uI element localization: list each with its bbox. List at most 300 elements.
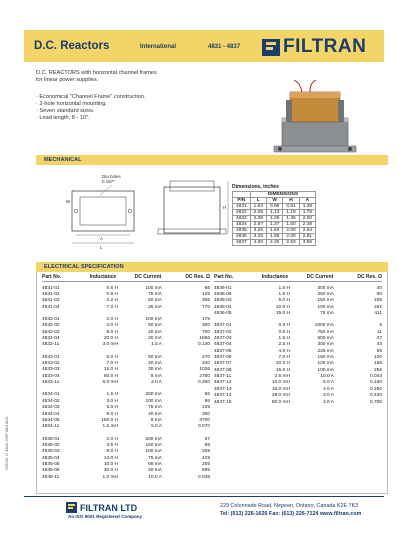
spec-row (214, 323, 382, 329)
spec-cell: 1000 mA (314, 323, 334, 329)
spec-row (42, 373, 210, 379)
dim-cell: 1.75 (299, 210, 315, 216)
spec-cell: 125 mA (317, 361, 334, 367)
spec-cell: 125 (201, 292, 210, 298)
spec-cell: 4837-01 (214, 323, 232, 329)
spec-cell: 1.5 H (106, 392, 118, 398)
spec-cell: 60 (376, 292, 382, 298)
spec-cell: 27 (376, 336, 382, 342)
dim-row (233, 210, 316, 216)
feature-item: · Lead length, 8 - 10". (36, 115, 90, 121)
spec-cell: 100 mA (317, 304, 334, 310)
spec-cell: 7.0 H (278, 355, 290, 361)
dim-col-header: A (299, 198, 315, 204)
spec-cell: 135 (201, 405, 210, 411)
spec-cell: 4836-01 (214, 285, 232, 291)
dim-col-header: W (267, 198, 283, 204)
dim-cell: 2.25 (267, 240, 283, 246)
spec-cell: 43 (376, 342, 382, 348)
spec-cell: 10.0 mH (271, 380, 290, 386)
dim-cell: 2.06 (250, 210, 266, 216)
spec-cell: 4837-04 (214, 342, 232, 348)
spec-cell: 75 mA (148, 455, 162, 461)
dim-cell: 2.00 (283, 234, 299, 240)
spec-cell: 15.0 H (275, 367, 290, 373)
dim-cell: 0.99 (267, 204, 283, 210)
spec-table-right (214, 272, 382, 405)
spec-cell: 4833-03 (42, 367, 60, 373)
spec-cell: 1.0 H (278, 285, 290, 291)
spec-cell: 2.0 H (106, 436, 118, 442)
label-a: A (100, 236, 104, 241)
spec-cell: 100 mA (145, 449, 162, 455)
spec-cell: 411 (374, 311, 382, 317)
mechanical-title: MECHANICAL (44, 157, 82, 163)
footer-logo (66, 502, 137, 513)
spec-cell: 4835-03 (42, 449, 60, 455)
spec-cell: 225 mA (317, 348, 334, 354)
spec-cell: 98 (204, 442, 210, 448)
spec-cell: 205 (201, 461, 210, 467)
footer-company: FILTRAN LTD (80, 502, 138, 513)
spec-cell: 4835-11 (42, 474, 60, 480)
spec-cell: 4837-07 (214, 361, 232, 367)
dim-cell: 4833 (233, 216, 251, 222)
spec-cell: 100 (373, 355, 382, 361)
spec-cell: 270 (201, 354, 210, 360)
footer-address: 229 Colonnade Road, Nepean, Ontario, Canada K2E 7K3 (220, 503, 359, 509)
header-subtitle: International (140, 44, 177, 50)
spec-cell: 3.0 H (106, 398, 118, 404)
spec-cell: 500 mA (317, 336, 334, 342)
spec-row (42, 342, 210, 348)
spec-row (214, 373, 382, 379)
spec-row (214, 354, 382, 360)
spec-cell: 595 (201, 468, 210, 474)
spec-row (42, 398, 210, 404)
spec-cell: 8 mA (150, 417, 162, 423)
spec-cell: 155 (373, 361, 382, 367)
dim-cell: 4.00 (250, 240, 266, 246)
feature-item: · Seven standard sizes. (36, 108, 95, 114)
footer-iso: An ISO 9001 Registered Company (68, 514, 143, 519)
spec-cell: 40 mA (148, 361, 162, 367)
spec-cell: 3.0 A (323, 393, 334, 399)
spec-cell: 56 (204, 392, 210, 398)
spec-cell: 20.0 H (103, 336, 118, 342)
spec-cell: 0.6 H (278, 329, 290, 335)
dim-col-header: H (283, 198, 299, 204)
spec-cell: 0.6 H (106, 285, 118, 291)
spec-cell: 200 mA (145, 436, 162, 442)
dim-cell: 3.56 (299, 240, 315, 246)
spec-cell: 4835-05 (42, 461, 60, 467)
spec-cell: 10.0 H (103, 461, 118, 467)
spec-cell: 4.0 H (278, 348, 290, 354)
dim-row (233, 240, 316, 246)
spec-cell: 9.0 H (106, 329, 118, 335)
spec-row (214, 348, 382, 354)
intro-line-2: for linear power supplies. (36, 77, 99, 83)
col-part-no: Part No. (214, 273, 234, 280)
spec-cell: 4835-01 (42, 436, 60, 442)
spec-row (42, 392, 210, 398)
spec-cell: 30 mA (148, 367, 162, 373)
spec-cell: 150 mA (317, 355, 334, 361)
spec-cell: 4832-03 (42, 329, 60, 335)
spec-cell: 2.0 A (323, 399, 334, 405)
spec-cell: 5.0 H (106, 405, 118, 411)
spec-cell: 2.5 mH (274, 374, 290, 380)
dim-cell: 1.13 (267, 210, 283, 216)
spec-cell: 40 mA (148, 329, 162, 335)
spec-cell: 8 mA (150, 373, 162, 379)
dim-cell: 2.81 (299, 234, 315, 240)
spec-cell: 4833-04 (42, 373, 60, 379)
spec-cell: 6.0 mH (102, 380, 118, 386)
dim-row (233, 234, 316, 240)
spec-cell: 40 (376, 285, 382, 291)
brand-name: FILTRAN (283, 36, 367, 57)
spec-row (42, 304, 210, 310)
spec-cell: 4837-02 (214, 329, 232, 335)
dim-cell: 2.00 (299, 216, 315, 222)
col-dc-current: DC Current (134, 273, 162, 280)
spec-cell: 4.0 H (106, 323, 118, 329)
spec-cell: 0.160 (369, 380, 382, 386)
spec-row (42, 468, 210, 474)
reactor-product-image (270, 80, 360, 158)
spec-header-row (214, 272, 382, 282)
spec-cell: 15.0 mH (271, 386, 290, 392)
spec-cell: 40 mA (148, 411, 162, 417)
label-l: L (100, 245, 103, 250)
dim-cell: 1.50 (283, 222, 299, 228)
spec-cell: 75 mA (148, 405, 162, 411)
col-dc-current: DC Current (306, 273, 334, 280)
dia-holes-label: Dia holes (102, 174, 121, 179)
footer-rule (24, 496, 384, 497)
filtran-logo-icon (262, 39, 280, 56)
dim-cell: 1.25 (267, 216, 283, 222)
spec-cell: 4836-03 (214, 298, 232, 304)
spec-cell: 150 mA (145, 442, 162, 448)
spec-cell: 770 (201, 304, 210, 310)
spec-cell: 1.5 H (278, 336, 290, 342)
page-title: D.C. Reactors (34, 40, 110, 52)
electrical-title: ELECTRICAL SPECIFICATION (44, 264, 124, 270)
spec-row (42, 329, 210, 335)
spec-cell: 0.700 (369, 399, 382, 405)
dim-cell: 1.37 (267, 222, 283, 228)
spec-row (42, 411, 210, 417)
spec-cell: 86 (204, 285, 210, 291)
spec-row (214, 393, 382, 399)
dia-holes-value: 0.187" (102, 179, 115, 184)
spec-row (42, 417, 210, 423)
spec-cell: 259 (201, 449, 210, 455)
spec-cell: 150 mA (317, 298, 334, 304)
spec-cell: 0.038 (197, 474, 210, 480)
spec-cell: 7.0 H (106, 304, 118, 310)
spec-cell: 100 mA (145, 317, 162, 323)
spec-cell: 2.2 H (106, 298, 118, 304)
spec-cell: 5.0 H (278, 298, 290, 304)
spec-cell: 5.0 A (323, 380, 334, 386)
spec-cell: 4833-02 (42, 361, 60, 367)
spec-cell: 4837-13 (214, 386, 232, 392)
spec-cell: 7.0 H (106, 361, 118, 367)
mechanical-drawing (60, 173, 230, 253)
spec-cell: 15.0 H (103, 367, 118, 373)
spec-cell: 30.0 H (103, 468, 118, 474)
dim-cell: 1.88 (267, 234, 283, 240)
spec-row (214, 367, 382, 373)
spec-cell: 1.5 mH (102, 424, 118, 430)
intro-line-1: D.C. REACTORS with horizontal channel frames (36, 70, 157, 76)
spec-row (214, 342, 382, 348)
dim-cell: 1.19 (283, 210, 299, 216)
dim-col-header: L (250, 198, 266, 204)
dim-cell: 2.38 (299, 222, 315, 228)
dim-row (233, 204, 316, 210)
spec-cell: 0.430 (369, 393, 382, 399)
label-h: H (223, 205, 227, 210)
spec-row (42, 335, 210, 341)
spec-row (42, 360, 210, 366)
part-range: 4831 - 4837 (208, 44, 241, 50)
dim-cell: 4835 (233, 228, 251, 234)
spec-cell: 4837-12 (214, 380, 232, 386)
dim-cell: 1.63 (267, 228, 283, 234)
spec-cell: 4831-02 (42, 292, 60, 298)
dim-col-header: P/N (233, 198, 251, 204)
spec-cell: 4831-01 (42, 285, 60, 291)
spec-row (214, 380, 382, 386)
spec-cell: 57 (204, 436, 210, 442)
spec-cell: 0.300 (197, 380, 210, 386)
spec-row (42, 455, 210, 461)
spec-cell: 429 (201, 455, 210, 461)
spec-cell: 60.0 H (103, 373, 118, 379)
dimensions-title: Dimensions, inches (232, 184, 279, 190)
spec-cell: 105 (373, 298, 382, 304)
spec-cell: 4837-03 (214, 336, 232, 342)
spec-cell: 0.140 (197, 342, 210, 348)
feature-item: · Economical "Channel Frame" construction. (36, 94, 146, 100)
issue-note: ISSUE: C 4831-CHP 08/10/12 (4, 416, 9, 470)
spec-cell: 4837-11 (214, 374, 232, 380)
spec-row (214, 335, 382, 341)
spec-header-row (42, 272, 210, 282)
spec-cell: 4834-01 (42, 392, 60, 398)
dimensions-table (232, 191, 316, 246)
feature-item: · 2-hole horizontal mounting. (36, 101, 107, 107)
dim-row (233, 222, 316, 228)
spec-cell: 4834-05 (42, 417, 60, 423)
col-dc-res: DC Res. Ω (357, 273, 382, 280)
spec-cell: 300 mA (317, 342, 334, 348)
dim-cell: 1.63 (250, 204, 266, 210)
spec-cell: 86 (204, 398, 210, 404)
spec-cell: 1.0 mH (102, 474, 118, 480)
dim-cell: 4832 (233, 210, 251, 216)
spec-cell: 2.0 H (106, 317, 118, 323)
spec-row (42, 354, 210, 360)
spec-cell: 4837-06 (214, 355, 232, 361)
spec-cell: 50 mA (148, 323, 162, 329)
spec-cell: 4834-03 (42, 405, 60, 411)
intro-text (36, 70, 236, 84)
spec-cell: 20 mA (148, 336, 162, 342)
dim-cell: 1.38 (299, 204, 315, 210)
filtran-logo-icon (66, 502, 77, 513)
spec-cell: 60.0 mH (271, 399, 290, 405)
feature-list (36, 94, 146, 122)
spec-cell: 10.0 H (275, 361, 290, 367)
spec-row (42, 449, 210, 455)
spec-cell: 100 mA (145, 398, 162, 404)
spec-cell: 300 (201, 323, 210, 329)
spec-cell: 1026 (199, 367, 210, 373)
spec-row (214, 304, 382, 310)
spec-cell: 4834-11 (42, 424, 60, 430)
dim-cell: 1.36 (283, 216, 299, 222)
mechanical-band (36, 155, 388, 165)
spec-cell: 175 (201, 317, 210, 323)
spec-cell: 50 mA (148, 354, 162, 360)
spec-cell: 4834-04 (42, 411, 60, 417)
spec-row (42, 323, 210, 329)
spec-cell: 0.250 (369, 386, 382, 392)
footer-contact: Tel: (613) 226-1626 Fax: (613) 226-7124 www.filtran.com (220, 511, 362, 517)
spec-cell: 4832-02 (42, 323, 60, 329)
spec-cell: 4833-11 (42, 380, 60, 386)
spec-cell: 5.0 H (106, 354, 118, 360)
spec-cell: 9.0 H (106, 411, 118, 417)
dim-cell: 2.38 (250, 216, 266, 222)
spec-cell: 300 mA (317, 285, 334, 291)
spec-row (42, 316, 210, 322)
dim-cell: 2.67 (250, 222, 266, 228)
spec-row (214, 386, 382, 392)
spec-cell: 2750 (199, 373, 210, 379)
spec-cell: 25 mA (148, 304, 162, 310)
dim-cell: 4831 (233, 204, 251, 210)
spec-cell: 4837-08 (214, 367, 232, 373)
spec-cell: 262 (373, 304, 382, 310)
spec-cell: 4832-01 (42, 317, 60, 323)
spec-cell: 2.0 A (151, 380, 162, 386)
spec-cell: 4.0 A (323, 386, 334, 392)
dim-row (233, 216, 316, 222)
spec-cell: 300 (201, 411, 210, 417)
spec-cell: 11 (377, 329, 382, 335)
spec-cell: 250 mA (317, 292, 334, 298)
spec-row (42, 442, 210, 448)
label-w: W (66, 199, 71, 204)
col-inductance: Inductance (89, 273, 117, 280)
col-part-no: Part No. (42, 273, 62, 280)
spec-row (42, 424, 210, 430)
spec-row (42, 291, 210, 297)
spec-cell: 1.5 A (151, 342, 162, 348)
spec-cell: 50 mA (148, 298, 162, 304)
spec-cell: 4835-04 (42, 455, 60, 461)
spec-cell: 4837-15 (214, 399, 232, 405)
spec-row (42, 367, 210, 373)
dim-row (233, 228, 316, 234)
spec-cell: 3.0 mH (102, 342, 118, 348)
spec-cell: 65 (376, 348, 382, 354)
spec-cell: 10.0 H (275, 304, 290, 310)
spec-cell: 4832-04 (42, 336, 60, 342)
dim-cell: 3.25 (250, 228, 266, 234)
spec-row (214, 298, 382, 304)
spec-row (214, 291, 382, 297)
spec-cell: 8.0 H (106, 449, 118, 455)
spec-cell: 4835-06 (42, 468, 60, 474)
spec-cell: 6 (379, 323, 382, 329)
spec-cell: 4831-03 (42, 298, 60, 304)
spec-cell: 2.5 H (278, 342, 290, 348)
spec-cell: 15.0 H (275, 311, 290, 317)
spec-cell: 1.5 H (278, 292, 290, 298)
spec-cell: 0.070 (197, 424, 210, 430)
spec-cell: 700 (201, 329, 210, 335)
spec-cell: 150.0 H (101, 417, 118, 423)
spec-cell: 256 (373, 367, 382, 373)
spec-cell: 4836-06 (214, 292, 232, 298)
spec-row (42, 405, 210, 411)
dim-cell: 4834 (233, 222, 251, 228)
spec-cell: 4836-05 (214, 311, 232, 317)
spec-cell: 14.0 H (103, 455, 118, 461)
spec-row (42, 461, 210, 467)
spec-row (42, 285, 210, 291)
spec-cell: 4834-02 (42, 398, 60, 404)
spec-cell: 4837-14 (214, 393, 232, 399)
spec-row (214, 329, 382, 335)
spec-cell: 3700 (199, 417, 210, 423)
spec-cell: 200 mA (145, 392, 162, 398)
spec-cell: 65 mA (148, 461, 162, 467)
spec-row (214, 310, 382, 316)
dim-cell: 3.25 (250, 234, 266, 240)
spec-row (42, 298, 210, 304)
spec-cell: 0.9 H (106, 292, 118, 298)
spec-cell: 4835-02 (42, 442, 60, 448)
spec-cell: 10.0 A (148, 474, 162, 480)
spec-row (42, 379, 210, 385)
dim-cell: 4837 (233, 240, 251, 246)
spec-cell: 750 mA (317, 329, 334, 335)
spec-cell: 0.3 H (278, 323, 290, 329)
spec-row (214, 399, 382, 405)
spec-cell: 0.044 (369, 374, 382, 380)
spec-row (214, 285, 382, 291)
spec-cell: 5.0 A (151, 424, 162, 430)
dim-cell: 4836 (233, 234, 251, 240)
spec-cell: 340 (201, 361, 210, 367)
spec-cell: 28.0 mH (271, 393, 290, 399)
spec-cell: 4836-04 (214, 304, 232, 310)
dim-cell: 2.63 (283, 240, 299, 246)
spec-cell: 4831-04 (42, 304, 60, 310)
spec-row (42, 474, 210, 480)
col-dc-res: DC Res. Ω (185, 273, 210, 280)
spec-cell: 4832-11 (42, 342, 60, 348)
